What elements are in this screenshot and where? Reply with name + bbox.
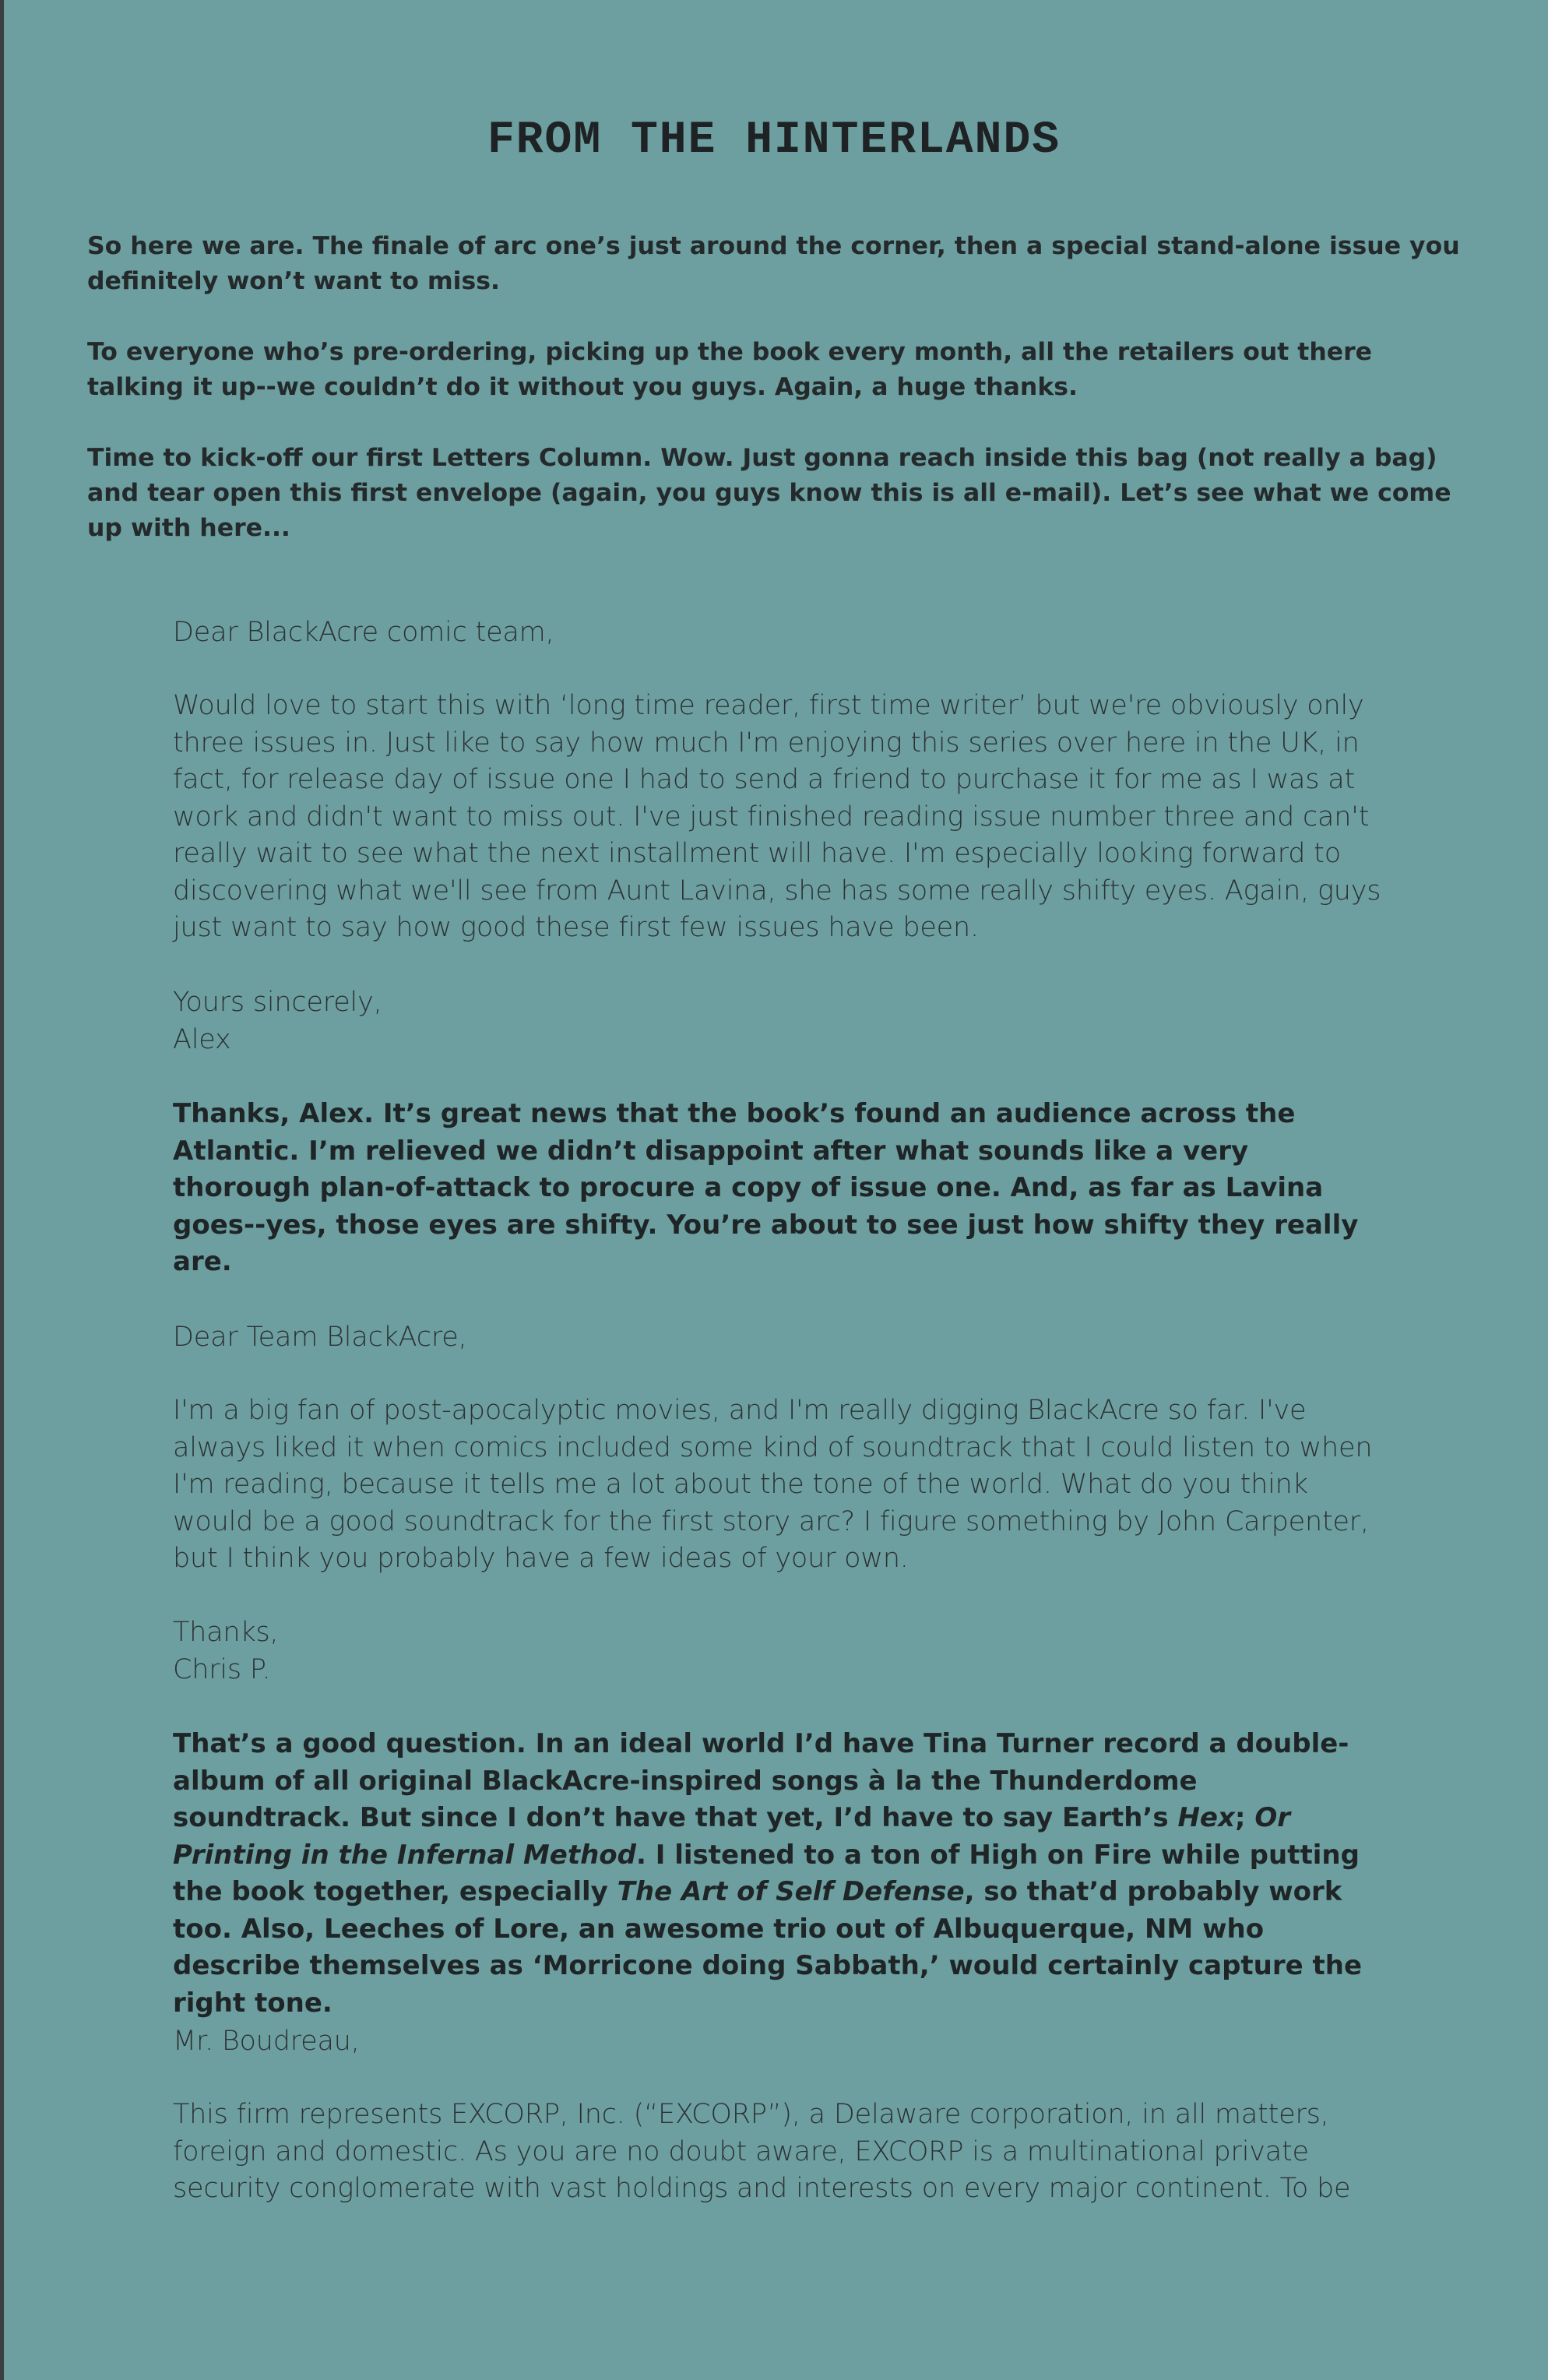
letter3-salutation: Mr. Boudreau,	[173, 2026, 360, 2057]
reply2-title-infernal-method: Or Printing in the Infernal Method	[173, 1802, 1290, 1871]
intro-paragraph-3: Time to kick-off our first Letters Column. Wow. Just gonna reach inside this bag (not really a bag) and tear open this first envelope (again, you guys know this is all e-mail). Let’s see what we come up with here...	[87, 444, 1451, 542]
letter1-body: Would love to start this with ‘long time reader, first time writer’ but we're obviously only three issues in. Just like to say how much I'm enjoying this series over here in the UK, in fact, for release day of issue one I had to send a friend to purchase it for me as I was at work and didn't want to miss out. I've just finished reading issue number three and can't really wait to see what the next installment will have. I'm especially looking forward to discovering what we'll see from Aunt Lavina, she has some really shifty eyes. Again, guys just want to say how good these first few issues have been.	[173, 690, 1381, 943]
reply-2	[173, 1726, 1364, 2022]
reply2-separator: ;	[1234, 1802, 1255, 1833]
intro-paragraph-2: To everyone who’s pre-ordering, picking up the book every month, all the retailers out there talking it up--we couldn’t do it without you guys. Again, a huge thanks.	[87, 338, 1373, 401]
letter3-body: This firm represents EXCORP, Inc. (“EXCORP”), a Delaware corporation, in all matters, foreign and domestic. As you are no doubt aware, EXCORP is a multinational private security conglomerate with vast holdings and interests on every major continent. To be	[173, 2099, 1351, 2204]
reply2-text-2: . I listened to a ton of High on Fire while putting the book together, especially	[173, 1839, 1360, 1907]
letter2-body: I'm a big fan of post-apocalyptic movies, and I'm really digging BlackAcre so far. I've always liked it when comics included some kind of soundtrack that I could listen to when I'm reading, because it tells me a lot about the tone of the world. What do you think would be a good soundtrack for the first story arc? I figure something by John Carpenter, but I think you probably have a few ideas of your own.	[173, 1395, 1373, 1574]
reply2-title-hex: Hex	[1177, 1802, 1235, 1833]
reply2-title-art-of-self-defense: The Art of Self Defense	[617, 1876, 965, 1907]
letter1-closing: Yours sincerely,	[173, 987, 382, 1018]
letter1-signature: Alex	[173, 1024, 231, 1055]
reply2-text-1: That’s a good question. In an ideal world I’d have Tina Turner record a double-album of all original BlackAcre-inspired songs à la the Thunderdome soundtrack. But since I don’t have that yet, I’d have to say Earth’s	[173, 1728, 1349, 1833]
page-title: FROM THE HINTERLANDS	[487, 115, 1061, 166]
letter1-salutation: Dear BlackAcre comic team,	[173, 617, 554, 648]
letter2-salutation: Dear Team BlackAcre,	[173, 1322, 467, 1353]
letter2-signature: Chris P.	[173, 1654, 271, 1685]
reply-1: Thanks, Alex. It’s great news that the book’s found an audience across the Atlantic. I’m relieved we didn’t disappoint after what sounds like a very thorough plan-of-attack to procure a copy of issue one. And, as far as Lavina goes--yes, those eyes are shifty. You’re about to see just how shifty they really are.	[173, 1098, 1359, 1277]
reply2-text-3: , so that’d probably work too. Also, Leeches of Lore, an awesome trio out of Albuquerque, NM who describe themselves as ‘Morricone doing Sabbath,’ would certainly capture the right tone.	[173, 1876, 1363, 2019]
letter2-closing: Thanks,	[173, 1617, 279, 1648]
intro-paragraph-1: So here we are. The finale of arc one’s just around the corner, then a special stand-alone issue you definitely won’t want to miss.	[87, 232, 1460, 295]
